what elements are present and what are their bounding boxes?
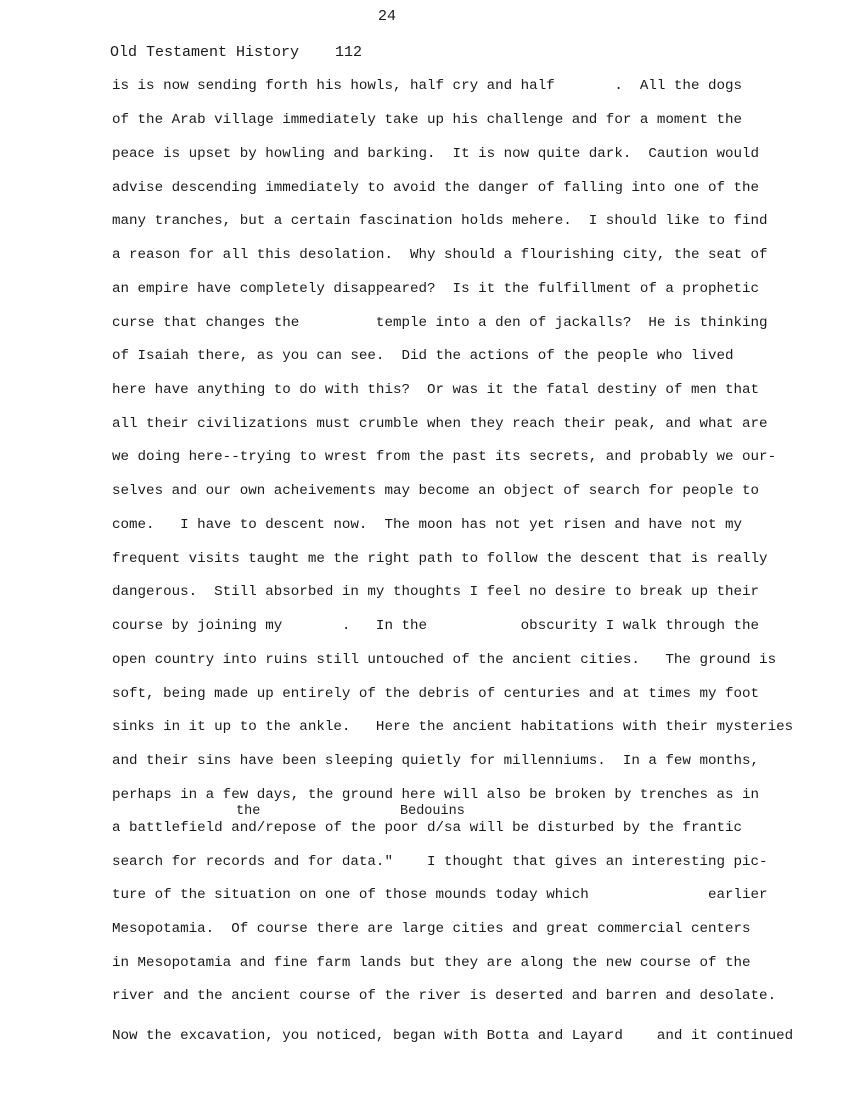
text-line: of the Arab village immediately take up his challenge and for a moment the [112,112,743,128]
text-line: perhaps in a few days, the ground here will also be broken by trenches as in [112,787,760,803]
text-line: a reason for all this desolation. Why should a flourishing city, the seat of [112,247,768,263]
interlinear-insertion-the: the [236,804,261,819]
text-line: ture of the situation on one of those mounds today which earlier [112,887,768,903]
text-line: we doing here--trying to wrest from the past its secrets, and probably we our- [112,449,777,465]
text-line: come. I have to descent now. The moon has not yet risen and have not my [112,517,743,533]
lecture-number: 112 [335,44,363,61]
text-line: is is now sending forth his howls, half cry and half . All the dogs [112,78,743,94]
text-line: dangerous. Still absorbed in my thoughts I feel no desire to break up their [112,584,760,600]
course-title: Old Testament History [110,44,300,61]
text-line: soft, being made up entirely of the debris of centuries and at times my foot [112,686,760,702]
text-line: of Isaiah there, as you can see. Did the actions of the people who lived [112,348,734,364]
text-line: advise descending immediately to avoid the danger of falling into one of the [112,180,760,196]
text-line: many tranches, but a certain fascination holds mehere. I should like to find [112,213,768,229]
text-line: course by joining my . In the obscurity I walk through the [112,618,760,634]
text-line: search for records and for data." I thought that gives an interesting pic- [112,854,768,870]
page-number: 24 [378,8,397,25]
text-line: and their sins have been sleeping quietly for millenniums. In a few months, [112,753,760,769]
text-line: frequent visits taught me the right path to follow the descent that is really [112,551,768,567]
text-line: Mesopotamia. Of course there are large cities and great commercial centers [112,921,751,937]
text-line: curse that changes the temple into a den of jackalls? He is thinking [112,315,768,331]
page-header [110,44,362,61]
text-line: sinks in it up to the ankle. Here the ancient habitations with their mysteries [112,719,794,735]
text-line: peace is upset by howling and barking. It is now quite dark. Caution would [112,146,760,162]
text-line: river and the ancient course of the river is deserted and barren and desolate. [112,988,777,1004]
interlinear-insertion-bedouins: Bedouins [400,804,465,819]
text-line: an empire have completely disappeared? Is it the fulfillment of a prophetic [112,281,760,297]
text-line: open country into ruins still untouched of the ancient cities. The ground is [112,652,777,668]
text-line: in Mesopotamia and fine farm lands but they are along the new course of the [112,955,751,971]
text-line: selves and our own acheivements may become an object of search for people to [112,483,760,499]
text-line: a battlefield and/repose of the poor d/sa will be disturbed by the frantic [112,820,743,836]
text-line: Now the excavation, you noticed, began with Botta and Layard and it continued [112,1028,794,1044]
text-line: here have anything to do with this? Or was it the fatal destiny of men that [112,382,760,398]
text-line: all their civilizations must crumble when they reach their peak, and what are [112,416,768,432]
